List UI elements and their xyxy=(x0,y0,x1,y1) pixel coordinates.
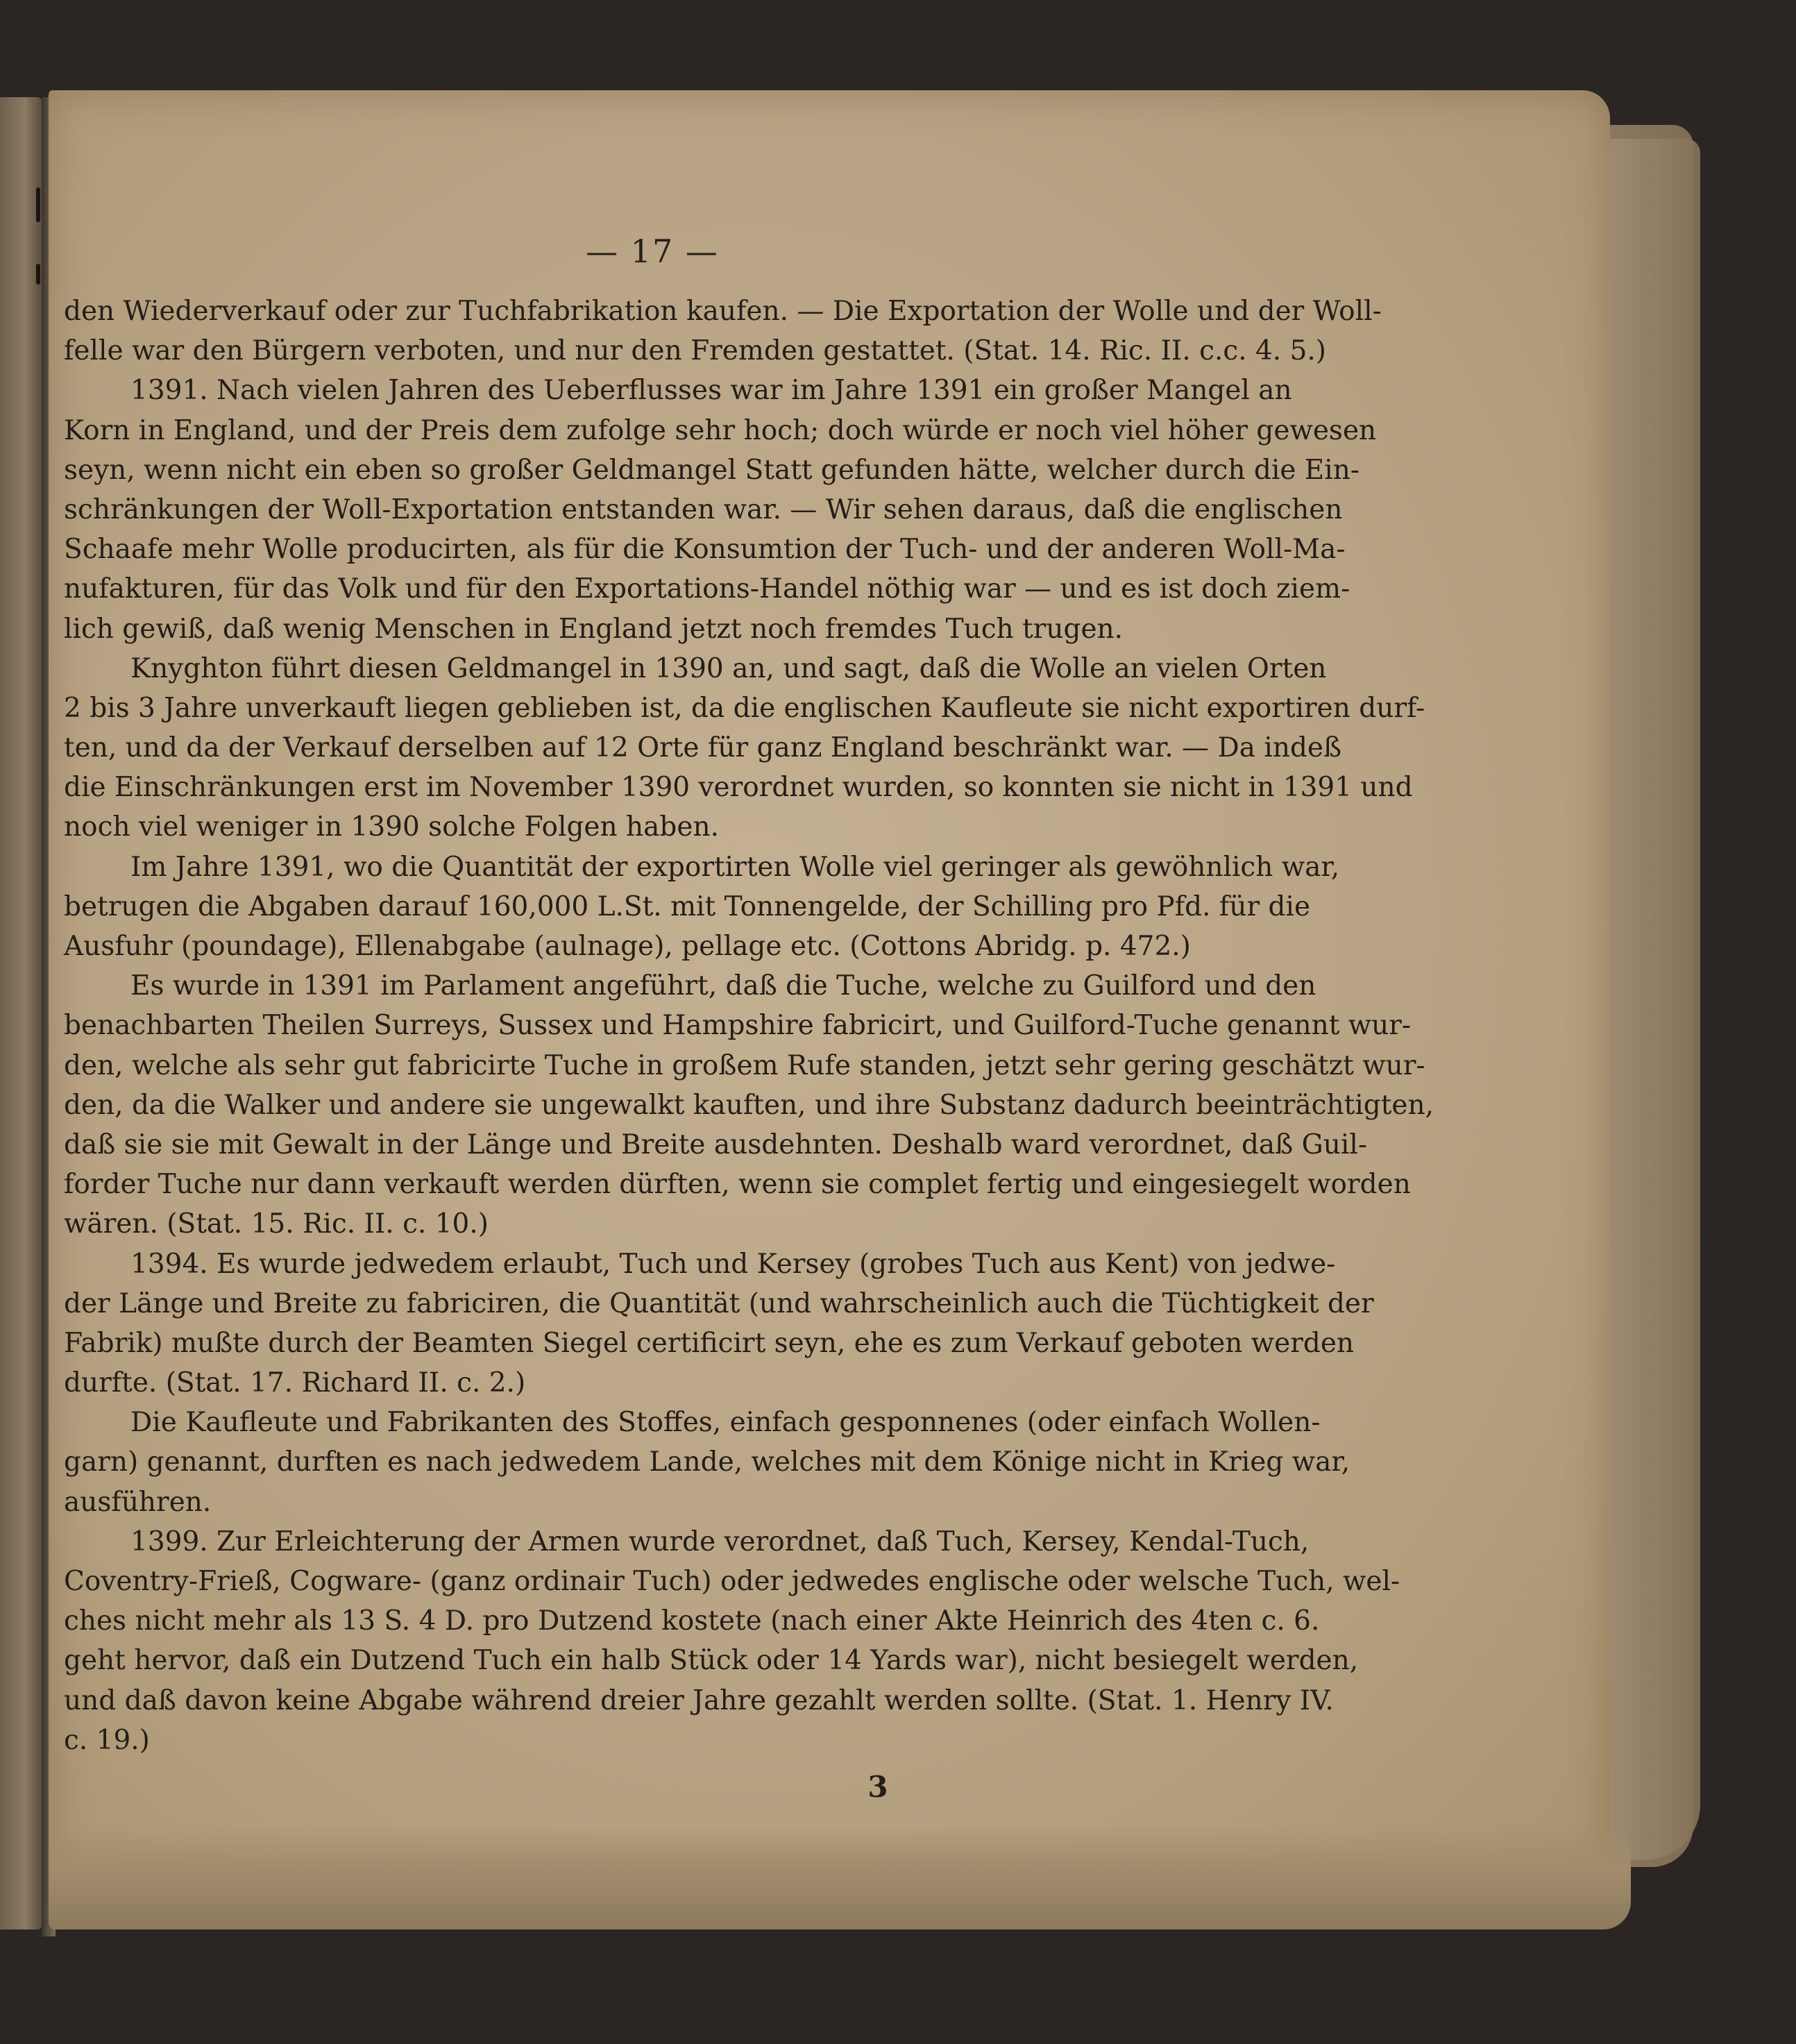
text-line: 1399. Zur Erleichterung der Armen wurde verordnet, daß Tuch, Kersey, Kendal-Tuch, xyxy=(130,1526,1310,1557)
text-line: die Einschränkungen erst im November 1390 verordnet wurden, so konnten sie nicht in 1391 und xyxy=(64,772,1413,804)
text-line: Ausfuhr (poundage), Ellenabgabe (aulnage), pellage etc. (Cottons Abridg. p. 472.) xyxy=(64,931,1191,962)
text-line: 1394. Es wurde jedwedem erlaubt, Tuch und Kersey (grobes Tuch aus Kent) von jedwe- xyxy=(130,1248,1336,1280)
text-line: noch viel weniger in 1390 solche Folgen haben. xyxy=(64,811,719,843)
text-line: nufakturen, für das Volk und für den Exportations-Handel nöthig war — und es ist doch ziem- xyxy=(64,573,1350,605)
text-line: Knyghton führt diesen Geldmangel in 1390 an, und sagt, daß die Wolle an vielen Orten xyxy=(130,652,1327,684)
text-line: geht hervor, daß ein Dutzend Tuch ein halb Stück oder 14 Yards war), nicht besiegelt werden, xyxy=(64,1645,1359,1677)
text-line: durfte. (Stat. 17. Richard II. c. 2.) xyxy=(64,1367,526,1399)
text-line: Fabrik) mußte durch der Beamten Siegel certificirt seyn, ehe es zum Verkauf geboten werden xyxy=(64,1327,1355,1359)
binding-mark xyxy=(36,187,40,222)
text-line: 1391. Nach vielen Jahren des Ueberflusses war im Jahre 1391 ein großer Mangel an xyxy=(130,375,1292,407)
text-line: felle war den Bürgern verboten, und nur den Fremden gestattet. (Stat. 14. Ric. II. c.c. 4. 5.) xyxy=(64,335,1327,367)
text-line: wären. (Stat. 15. Ric. II. c. 10.) xyxy=(64,1208,489,1240)
text-line: den, da die Walker und andere sie ungewalkt kauften, und ihre Substanz dadurch beeinträchtigten, xyxy=(64,1089,1434,1121)
text-line: Im Jahre 1391, wo die Quantität der exportirten Wolle viel geringer als gewöhnlich war, xyxy=(130,851,1340,883)
text-line: den, welche als sehr gut fabricirte Tuche in großem Rufe standen, jetzt sehr gering geschätzt wur- xyxy=(64,1049,1425,1081)
text-line: ausführen. xyxy=(64,1486,212,1518)
text-line: forder Tuche nur dann verkauft werden dürften, wenn sie complet fertig und eingesiegelt worden xyxy=(64,1169,1411,1201)
text-line: seyn, wenn nicht ein eben so großer Geldmangel Statt gefunden hätte, welcher durch die Ein- xyxy=(64,454,1360,486)
page-bottom-edge xyxy=(49,1825,1631,1929)
text-line: c. 19.) xyxy=(64,1724,150,1756)
page-stack-edge xyxy=(1596,139,1700,1860)
text-line: den Wiederverkauf oder zur Tuchfabrikation kaufen. — Die Exportation der Wolle und der Woll- xyxy=(64,296,1382,327)
page-number: — 17 — xyxy=(586,233,719,270)
text-line: Schaafe mehr Wolle producirten, als für die Konsumtion der Tuch- und der anderen Woll-Ma- xyxy=(64,534,1346,566)
text-line: lich gewiß, daß wenig Menschen in England jetzt noch fremdes Tuch trugen. xyxy=(64,613,1124,645)
binding-mark xyxy=(36,264,40,285)
page-text xyxy=(64,292,1434,1760)
text-line: betrugen die Abgaben darauf 160,000 L.St. mit Tonnengelde, der Schilling pro Pfd. für die xyxy=(64,890,1311,922)
left-page-edge xyxy=(0,97,42,1929)
text-line: Es wurde in 1391 im Parlament angeführt, daß die Tuche, welche zu Guilford und den xyxy=(130,970,1316,1002)
text-line: garn) genannt, durften es nach jedwedem Lande, welches mit dem Könige nicht in Krieg war, xyxy=(64,1446,1350,1478)
text-line: der Länge und Breite zu fabriciren, die Quantität (und wahrscheinlich auch die Tüchtigkeit der xyxy=(64,1287,1374,1319)
text-line: 2 bis 3 Jahre unverkauft liegen geblieben ist, da die englischen Kaufleute sie nicht exportiren durf- xyxy=(64,692,1425,724)
text-line: daß sie sie mit Gewalt in der Länge und Breite ausdehnten. Deshalb ward verordnet, daß Guil- xyxy=(64,1129,1368,1160)
text-line: und daß davon keine Abgabe während dreier Jahre gezahlt werden sollte. (Stat. 1. Henry IV. xyxy=(64,1684,1334,1716)
text-line: benachbarten Theilen Surreys, Sussex und Hampshire fabricirt, und Guilford-Tuche genannt wur- xyxy=(64,1010,1412,1042)
text-line: Coventry-Frieß, Cogware- (ganz ordinair Tuch) oder jedwedes englische oder welsche Tuch, wel- xyxy=(64,1566,1400,1597)
signature-mark: 3 xyxy=(867,1770,888,1804)
text-line: Die Kaufleute und Fabrikanten des Stoffes, einfach gesponnenes (oder einfach Wollen- xyxy=(130,1407,1321,1439)
text-line: Korn in England, und der Preis dem zufolge sehr hoch; doch würde er noch viel höher gewesen xyxy=(64,414,1377,446)
text-line: schränkungen der Woll-Exportation entstanden war. — Wir sehen daraus, daß die englischen xyxy=(64,493,1343,525)
text-line: ches nicht mehr als 13 S. 4 D. pro Dutzend kostete (nach einer Akte Heinrich des 4ten c. 6. xyxy=(64,1605,1320,1637)
text-line: ten, und da der Verkauf derselben auf 12 Orte für ganz England beschränkt war. — Da indeß xyxy=(64,732,1342,764)
